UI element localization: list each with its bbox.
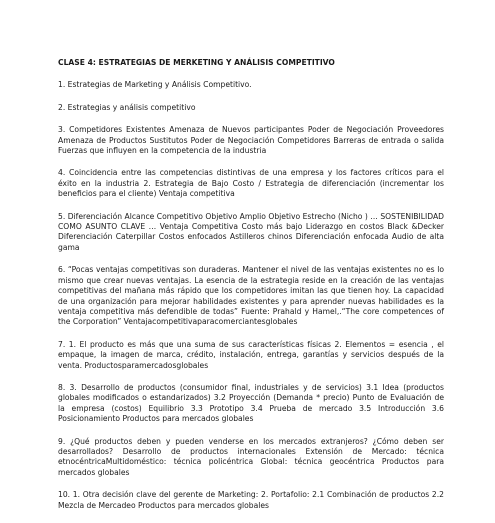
paragraph-9: 9. ¿Qué productos deben y pueden venderse en los mercados extranjeros? ¿Cómo deben ser desarrollados? Desarrollo de productos internacionales Extensión de Mercado: técnica etnocéntricaMultidoméstico: técnica policéntrica Global: técnica geocéntrica Productos para mercados globales — [58, 436, 444, 477]
paragraph-10: 10. 1. Otra decisión clave del gerente de Marketing: 2. Portafolio: 2.1 Combinación de productos 2.2 Mezcla de Mercadeo Productos para mercados globales — [58, 490, 444, 510]
paragraph-4: 4. Coincidencia entre las competencias distintivas de una empresa y los factores críticos para el éxito en la industria 2. Estrategia de Bajo Costo / Estrategia de diferenciación (incrementar los beneficios para el cliente) Ventaja competitiva — [58, 168, 444, 199]
paragraph-3: 3. Competidores Existentes Amenaza de Nuevos participantes Poder de Negociación Proveedores Amenaza de Productos Sustitutos Poder de Negociación Competidores Barreras de entrada o salida Fuerzas que influyen en la competencia de la industria — [58, 125, 444, 156]
paragraph-5: 5. Diferenciación Alcance Competitivo Objetivo Amplio Objetivo Estrecho (Nicho ) … SOSTENIBILIDAD COMO ASUNTO CLAVE … Ventaja Competitiva Costo más bajo Liderazgo en costos Black &Decker Diferenciación Caterpillar Costos enfocados Astilleros chinos Diferenciación enfocada Audio de alta gama — [58, 211, 444, 252]
paragraph-2: 2. Estrategias y análisis competitivo — [58, 102, 196, 112]
document-title: CLASE 4: ESTRATEGIAS DE MERKETING Y ANÁLISIS COMPETITIVO — [58, 58, 335, 67]
paragraph-1: 1. Estrategias de Marketing y Análisis Competitivo. — [58, 80, 252, 90]
document-page — [58, 58, 444, 523]
paragraph-7: 7. 1. El producto es más que una suma de sus características físicas 2. Elementos = esencia , el empaque, la imagen de marca, crédito, instalación, entrega, garantías y servicios después de la venta. Productosparamercadosglobales — [58, 339, 444, 370]
paragraph-6: 6. “Pocas ventajas competitivas son duraderas. Mantener el nivel de las ventajas existentes no es lo mismo que crear nuevas ventajas. La esencia de la estrategia reside en la creación de las ventajas competitivas del mañana más rápido que los competidores imitan las que tienen hoy. La capacidad de una organización para mejorar habilidades existentes y para aprender nuevas habilidades es la ventaja competitiva más defendible de todas” Fuente: Prahald y Hamel,.“The core competences of the Corporation” Ventajacompetitivaparacomerciantesglobales — [58, 265, 444, 327]
paragraph-8: 8. 3. Desarrollo de productos (consumidor final, industriales y de servicios) 3.1 Idea (productos globales modificados o estandarizados) 3.2 Proyección (Demanda * precio) Punto de Evaluación de la empresa (costos) Equilibrio 3.3 Prototipo 3.4 Prueba de mercado 3.5 Introducción 3.6 Posicionamiento Productos para mercados globales — [58, 382, 444, 424]
